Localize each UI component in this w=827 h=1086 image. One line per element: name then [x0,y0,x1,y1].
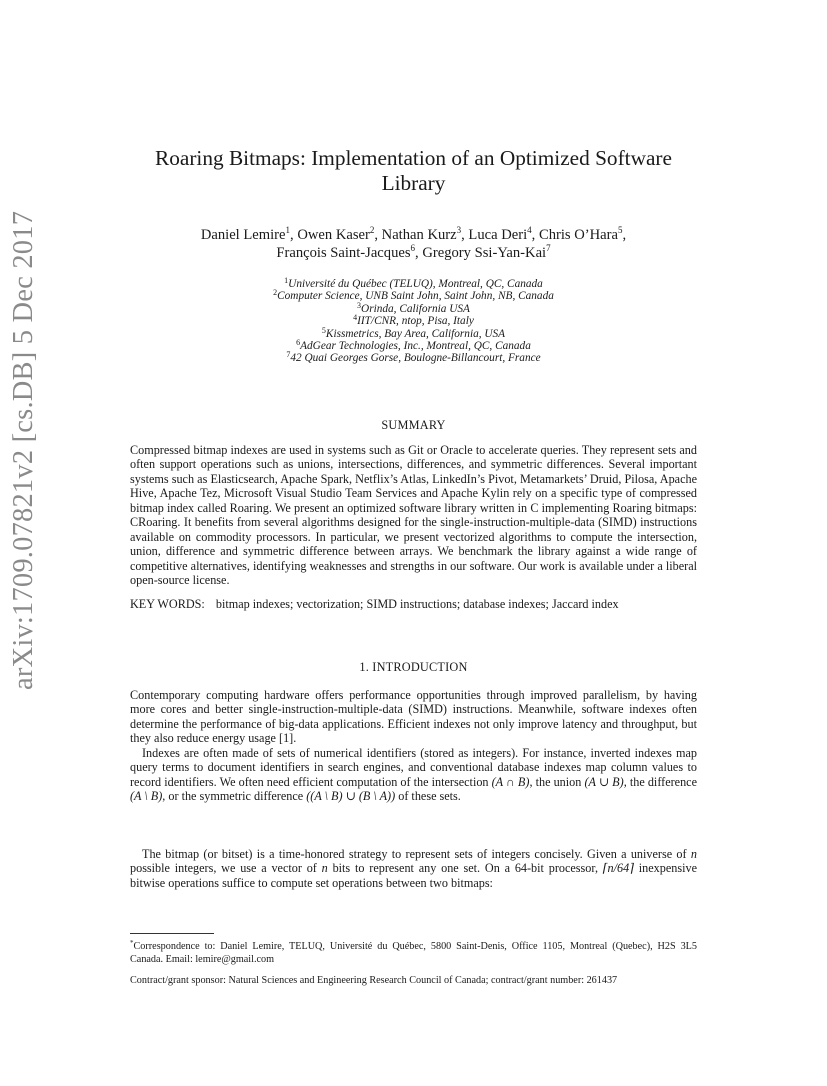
affiliation [130,300,697,315]
author-affil-mark: 7 [546,243,551,253]
footnote-divider [130,933,214,934]
affiliation-mark: 2 [273,288,278,298]
keywords-list: bitmap indexes; vectorization; SIMD instructions; database indexes; Jaccard index [215,597,619,611]
keywords-label: KEY WORDS: [130,597,205,611]
math-symmetric-difference: ((A \ B) ∪ (B \ A)) [306,789,396,804]
author-line-1 [130,226,697,244]
math-difference: (A \ B) [130,789,163,804]
keywords [130,597,697,612]
intro-paragraph-3 [130,847,697,890]
affiliation-text: Orinda, California USA [361,302,470,315]
math-union: (A ∪ B) [584,774,624,789]
introduction-heading: 1. INTRODUCTION [359,660,468,674]
affiliation-mark: 5 [321,325,326,335]
summary-abstract: Compressed bitmap indexes are used in systems such as Git or Oracle to accelerate queries. They represent sets and often support operations such as unions, intersections, differences, and symmetric differences. Several important systems such as Elasticsearch, Apache Spark, Netflix’s Atlas, LinkedIn’s Pivot, Metamarkets’ Druid, Pilosa, Apache Hive, Apache Tez, Microsoft Visual Studio Team Services and Apache Kylin rely on a specific type of compressed bitmap index called Roaring. We present an optimized software library written in C implementing Roaring bitmaps: CRoaring. It benefits from several algorithms designed for the single-instruction-multiple-data (SIMD) instructions available on commodity processors. In particular, we present vectorized algorithms to compute the intersection, union, difference and symmetric difference between arrays. We benchmark the library against a wide range of competitive alternatives, identifying weaknesses and strengths in our software. Our work is available under a liberal open-source license. [130,443,697,588]
affiliation [130,290,697,302]
math-n: n [321,861,328,876]
author-separator: , [531,227,539,243]
title-line-2: Library [381,171,446,195]
author-name: François Saint-Jacques [276,245,411,261]
math-intersection: (A ∩ B) [491,774,530,789]
paragraph-text: inexpensive bitwise operations suffice to compute set operations between two bitmaps: [130,861,697,890]
summary-heading: SUMMARY [381,418,446,432]
affiliation-text: IIT/CNR, ntop, Pisa, Italy [357,315,474,328]
correspondence-footnote [130,937,697,966]
author-separator: , [622,227,627,243]
author-list [130,226,697,262]
paragraph-text: , the union [529,774,585,789]
affiliation [130,278,697,290]
paragraph-text: , the difference [623,774,698,789]
author-separator: , [461,227,469,243]
paragraph-text: The bitmap (or bitset) is a time-honored strategy to represent sets of integers concisely. Given a universe of [142,847,691,861]
paragraph-text: possible integers, we use a vector of [130,861,322,876]
affiliation-text: Computer Science, UNB Saint John, Saint John, NB, Canada [277,290,554,303]
affiliation-text: AdGear Technologies, Inc., Montreal, QC, Canada [300,340,531,353]
math-ceil-n-over-64: ⌈n/64⌉ [602,861,634,876]
footnote-mark: * [130,939,134,947]
affiliation-list [130,278,697,365]
affiliation-text: 42 Quai Georges Gorse, Boulogne-Billancourt, France [290,352,541,365]
affiliation-mark: 6 [296,338,301,348]
math-n: n [690,847,697,861]
author-name: Luca Deri [468,227,528,243]
paper-title [130,146,697,196]
affiliation-mark: 3 [357,300,362,310]
author-separator: , [415,245,423,261]
arxiv-identifier-stamp: arXiv:1709.07821v2 [cs.DB] 5 Dec 2017 [8,210,39,690]
title-line-1: Roaring Bitmaps: Implementation of an Optimized Software [155,146,672,170]
paragraph-text: of these sets. [395,789,461,804]
author-affil-mark: 1 [285,225,291,235]
author-affil-mark: 6 [410,243,416,253]
affiliation [130,315,697,327]
affiliation [130,325,697,340]
affiliation [130,352,697,364]
affiliation-mark: 4 [353,313,358,323]
author-affil-mark: 3 [456,225,462,235]
intro-paragraph-2 [130,746,697,804]
paragraph-text: Indexes are often made of sets of numerical identifiers (stored as integers). For instance, inverted indexes map query terms to document identifiers in search engines, and conventional database indexes map column values to record identifiers. We often need efficient computation of the intersection [130,746,697,789]
author-name: Nathan Kurz [381,227,457,243]
affiliation-mark: 1 [284,276,289,285]
footnote-text: Correspondence to: Daniel Lemire, TELUQ, Université du Québec, 5800 Saint-Denis, Office 1105, Montreal (Quebec), H2S 3L5 Canada. Email: lemire@gmail.com [130,941,697,965]
affiliation [130,340,697,352]
author-separator: , [290,227,298,243]
grant-sponsor-footnote: Contract/grant sponsor: Natural Sciences and Engineering Research Council of Canada; contract/grant number: 261437 [130,975,618,986]
paragraph-text: bits to represent any one set. On a 64-bit processor, [327,861,603,876]
author-name: Chris O’Hara [538,227,618,243]
affiliation-text: Université du Québec (TELUQ), Montreal, QC, Canada [288,278,543,290]
author-line-2 [130,244,697,262]
paragraph-text: , or the symmetric difference [162,789,307,804]
intro-paragraph-1: Contemporary computing hardware offers performance opportunities through improved parallelism, by having more cores and better single-instruction-multiple-data (SIMD) instructions. Meanwhile, software indexes often determine the performance of big-data applications. Efficient indexes not only improve latency and throughput, but they also reduce energy usage [1]. [130,688,697,746]
author-affil-mark: 5 [618,225,623,235]
author-affil-mark: 2 [369,225,375,235]
author-separator: , [374,227,382,243]
author-affil-mark: 4 [527,225,532,235]
affiliation-mark: 7 [286,350,291,360]
author-name: Gregory Ssi-Yan-Kai [422,245,547,261]
affiliation-text: Kissmetrics, Bay Area, California, USA [325,327,506,340]
author-name: Owen Kaser [297,227,370,243]
author-name: Daniel Lemire [200,227,286,243]
